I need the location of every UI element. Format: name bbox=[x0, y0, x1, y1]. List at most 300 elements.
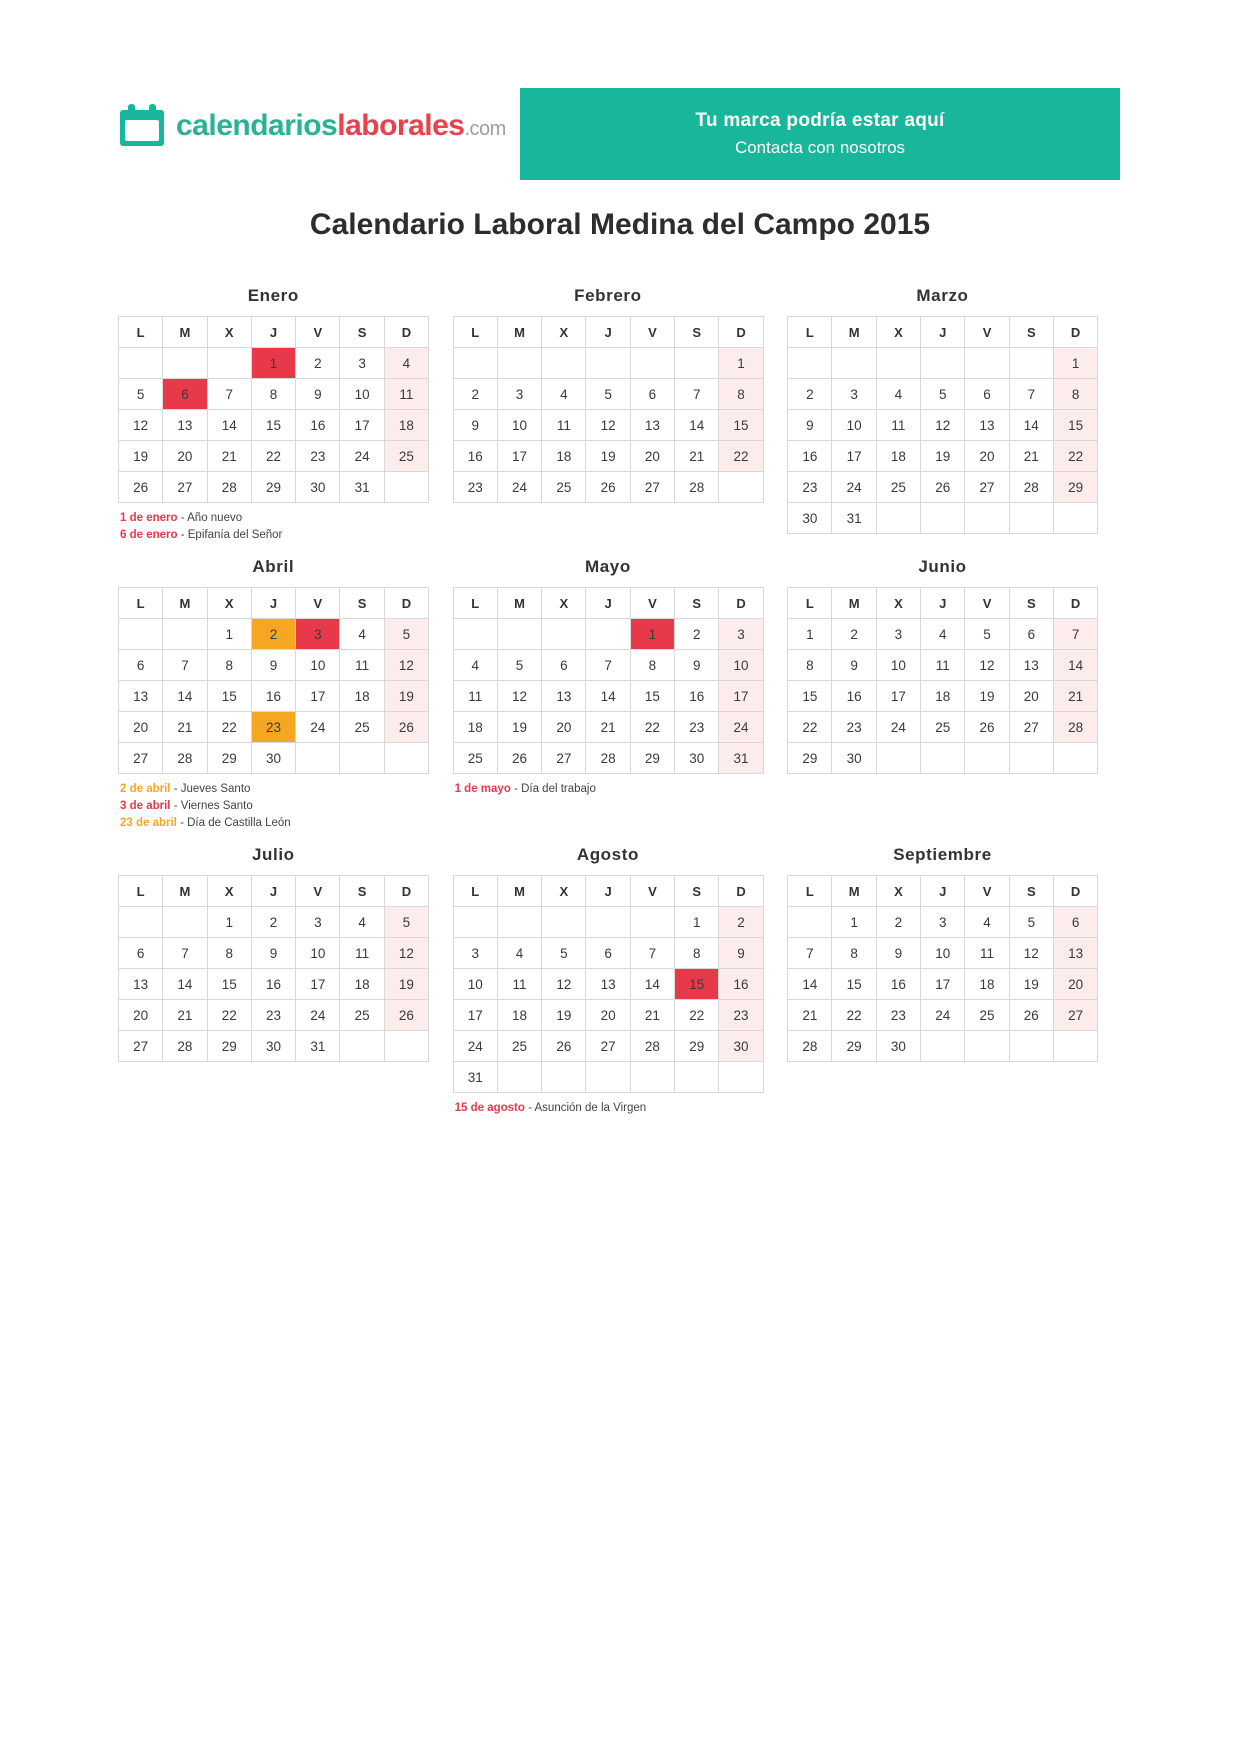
day-cell[interactable]: 17 bbox=[453, 1000, 497, 1031]
day-cell[interactable]: 26 bbox=[921, 472, 965, 503]
day-cell[interactable]: 18 bbox=[965, 969, 1009, 1000]
day-cell[interactable]: 3 bbox=[497, 379, 541, 410]
day-cell[interactable]: 5 bbox=[1009, 907, 1053, 938]
day-cell[interactable]: 24 bbox=[296, 712, 340, 743]
day-cell[interactable]: 18 bbox=[497, 1000, 541, 1031]
day-cell[interactable]: 7 bbox=[163, 938, 207, 969]
day-cell[interactable]: 25 bbox=[876, 472, 920, 503]
day-cell[interactable]: 25 bbox=[921, 712, 965, 743]
day-cell[interactable]: 22 bbox=[832, 1000, 876, 1031]
day-cell[interactable]: 18 bbox=[876, 441, 920, 472]
day-cell[interactable]: 7 bbox=[675, 379, 719, 410]
day-cell[interactable]: 23 bbox=[251, 1000, 295, 1031]
day-cell[interactable]: 25 bbox=[542, 472, 586, 503]
day-cell[interactable]: 19 bbox=[1009, 969, 1053, 1000]
empty-cell bbox=[719, 1062, 763, 1093]
day-cell[interactable]: 13 bbox=[119, 681, 163, 712]
day-cell[interactable]: 26 bbox=[965, 712, 1009, 743]
day-cell[interactable]: 21 bbox=[1053, 681, 1097, 712]
page-header bbox=[0, 88, 1240, 180]
day-cell[interactable]: 8 bbox=[675, 938, 719, 969]
day-cell[interactable]: 3 bbox=[832, 379, 876, 410]
day-cell[interactable]: 10 bbox=[719, 650, 763, 681]
day-cell[interactable]: 26 bbox=[586, 472, 630, 503]
day-cell[interactable]: 30 bbox=[251, 743, 295, 774]
week-row bbox=[788, 938, 1098, 969]
day-cell[interactable]: 26 bbox=[119, 472, 163, 503]
day-cell[interactable]: 18 bbox=[453, 712, 497, 743]
day-cell[interactable]: 14 bbox=[207, 410, 251, 441]
day-cell[interactable]: 20 bbox=[1053, 969, 1097, 1000]
day-cell[interactable]: 20 bbox=[119, 712, 163, 743]
empty-cell bbox=[1009, 743, 1053, 774]
day-cell[interactable]: 12 bbox=[965, 650, 1009, 681]
day-cell[interactable]: 12 bbox=[1009, 938, 1053, 969]
day-cell[interactable]: 24 bbox=[497, 472, 541, 503]
month-block bbox=[118, 845, 453, 1117]
day-cell[interactable]: 5 bbox=[586, 379, 630, 410]
day-cell[interactable]: 30 bbox=[719, 1031, 763, 1062]
day-cell[interactable]: 7 bbox=[586, 650, 630, 681]
day-cell[interactable]: 19 bbox=[921, 441, 965, 472]
day-cell[interactable]: 1 bbox=[1053, 348, 1097, 379]
day-cell[interactable]: 22 bbox=[788, 712, 832, 743]
day-cell[interactable]: 29 bbox=[207, 1031, 251, 1062]
day-cell[interactable]: 31 bbox=[832, 503, 876, 534]
holiday-note-date: 15 de agosto bbox=[454, 1102, 525, 1115]
day-cell[interactable]: 15 bbox=[251, 410, 295, 441]
day-cell[interactable]: 8 bbox=[719, 379, 763, 410]
day-cell[interactable]: 29 bbox=[1053, 472, 1097, 503]
day-cell[interactable]: 30 bbox=[788, 503, 832, 534]
day-cell[interactable]: 30 bbox=[832, 743, 876, 774]
day-cell[interactable]: 23 bbox=[675, 712, 719, 743]
month-name: Agosto bbox=[576, 845, 639, 865]
day-cell[interactable]: 27 bbox=[630, 472, 674, 503]
day-cell[interactable]: 30 bbox=[876, 1031, 920, 1062]
day-cell[interactable]: 25 bbox=[453, 743, 497, 774]
day-cell[interactable]: 7 bbox=[788, 938, 832, 969]
day-cell[interactable]: 4 bbox=[542, 379, 586, 410]
day-cell[interactable]: 5 bbox=[965, 619, 1009, 650]
day-cell[interactable]: 3 bbox=[296, 907, 340, 938]
day-cell[interactable]: 4 bbox=[921, 619, 965, 650]
day-cell[interactable]: 1 bbox=[675, 907, 719, 938]
day-cell[interactable]: 7 bbox=[207, 379, 251, 410]
day-cell[interactable]: 14 bbox=[163, 969, 207, 1000]
week-row bbox=[453, 410, 763, 441]
day-cell[interactable]: 28 bbox=[163, 743, 207, 774]
day-cell[interactable]: 5 bbox=[542, 938, 586, 969]
day-cell[interactable]: 16 bbox=[251, 681, 295, 712]
day-cell[interactable]: 7 bbox=[1009, 379, 1053, 410]
week-row bbox=[453, 1062, 763, 1093]
day-cell[interactable]: 1 bbox=[719, 348, 763, 379]
weekday-header: S bbox=[1009, 588, 1053, 619]
day-cell[interactable]: 11 bbox=[340, 650, 384, 681]
holiday-note-date: 3 de abril bbox=[120, 800, 171, 813]
day-cell[interactable]: 16 bbox=[788, 441, 832, 472]
week-row bbox=[453, 938, 763, 969]
day-cell[interactable]: 3 bbox=[453, 938, 497, 969]
holiday-note-date: 1 de mayo bbox=[454, 783, 511, 796]
day-cell[interactable]: 27 bbox=[163, 472, 207, 503]
day-cell[interactable]: 26 bbox=[497, 743, 541, 774]
day-cell[interactable]: 6 bbox=[119, 650, 163, 681]
day-cell[interactable]: 9 bbox=[788, 410, 832, 441]
day-cell[interactable]: 14 bbox=[586, 681, 630, 712]
day-cell[interactable]: 27 bbox=[119, 743, 163, 774]
day-cell[interactable]: 23 bbox=[251, 712, 295, 743]
day-cell[interactable]: 26 bbox=[384, 1000, 428, 1031]
day-cell[interactable]: 8 bbox=[788, 650, 832, 681]
day-cell[interactable]: 25 bbox=[340, 1000, 384, 1031]
day-cell[interactable]: 28 bbox=[675, 472, 719, 503]
day-cell[interactable]: 6 bbox=[542, 650, 586, 681]
day-cell[interactable]: 29 bbox=[251, 472, 295, 503]
day-cell[interactable]: 28 bbox=[207, 472, 251, 503]
day-cell[interactable]: 24 bbox=[453, 1031, 497, 1062]
ad-banner[interactable] bbox=[520, 88, 1120, 180]
day-cell[interactable]: 15 bbox=[207, 969, 251, 1000]
day-cell[interactable]: 21 bbox=[675, 441, 719, 472]
weekday-header: D bbox=[719, 876, 763, 907]
day-cell[interactable]: 3 bbox=[296, 619, 340, 650]
day-cell[interactable]: 13 bbox=[163, 410, 207, 441]
day-cell[interactable]: 10 bbox=[497, 410, 541, 441]
day-cell[interactable]: 17 bbox=[719, 681, 763, 712]
day-cell[interactable]: 5 bbox=[384, 619, 428, 650]
day-cell[interactable]: 11 bbox=[340, 938, 384, 969]
day-cell[interactable]: 9 bbox=[251, 650, 295, 681]
day-cell[interactable]: 24 bbox=[296, 1000, 340, 1031]
day-cell[interactable]: 18 bbox=[340, 681, 384, 712]
holiday-notes bbox=[118, 781, 429, 831]
day-cell[interactable]: 27 bbox=[586, 1031, 630, 1062]
day-cell[interactable]: 30 bbox=[675, 743, 719, 774]
day-cell[interactable]: 22 bbox=[675, 1000, 719, 1031]
day-cell[interactable]: 30 bbox=[296, 472, 340, 503]
day-cell[interactable]: 16 bbox=[876, 969, 920, 1000]
day-cell[interactable]: 7 bbox=[163, 650, 207, 681]
day-cell[interactable]: 31 bbox=[296, 1031, 340, 1062]
day-cell[interactable]: 4 bbox=[965, 907, 1009, 938]
day-cell[interactable]: 11 bbox=[384, 379, 428, 410]
empty-cell bbox=[965, 1031, 1009, 1062]
day-cell[interactable]: 9 bbox=[832, 650, 876, 681]
day-cell[interactable]: 23 bbox=[832, 712, 876, 743]
day-cell[interactable]: 15 bbox=[832, 969, 876, 1000]
day-cell[interactable]: 2 bbox=[251, 907, 295, 938]
day-cell[interactable]: 2 bbox=[675, 619, 719, 650]
day-cell[interactable]: 19 bbox=[384, 681, 428, 712]
day-cell[interactable]: 1 bbox=[630, 619, 674, 650]
day-cell[interactable]: 20 bbox=[542, 712, 586, 743]
day-cell[interactable]: 12 bbox=[384, 650, 428, 681]
day-cell[interactable]: 25 bbox=[965, 1000, 1009, 1031]
day-cell[interactable]: 28 bbox=[1053, 712, 1097, 743]
day-cell[interactable]: 15 bbox=[719, 410, 763, 441]
day-cell[interactable]: 19 bbox=[497, 712, 541, 743]
day-cell[interactable]: 12 bbox=[542, 969, 586, 1000]
day-cell[interactable]: 28 bbox=[788, 1031, 832, 1062]
day-cell[interactable]: 19 bbox=[586, 441, 630, 472]
day-cell[interactable]: 16 bbox=[719, 969, 763, 1000]
day-cell[interactable]: 26 bbox=[1009, 1000, 1053, 1031]
day-cell[interactable]: 11 bbox=[876, 410, 920, 441]
day-cell[interactable]: 6 bbox=[586, 938, 630, 969]
day-cell[interactable]: 24 bbox=[876, 712, 920, 743]
day-cell[interactable]: 21 bbox=[586, 712, 630, 743]
day-cell[interactable]: 4 bbox=[876, 379, 920, 410]
day-cell[interactable]: 19 bbox=[119, 441, 163, 472]
day-cell[interactable]: 27 bbox=[1009, 712, 1053, 743]
day-cell[interactable]: 28 bbox=[630, 1031, 674, 1062]
day-cell[interactable]: 6 bbox=[630, 379, 674, 410]
day-cell[interactable]: 5 bbox=[921, 379, 965, 410]
day-cell[interactable]: 17 bbox=[832, 441, 876, 472]
day-cell[interactable]: 6 bbox=[1009, 619, 1053, 650]
day-cell[interactable]: 10 bbox=[876, 650, 920, 681]
day-cell[interactable]: 1 bbox=[251, 348, 295, 379]
day-cell[interactable]: 13 bbox=[542, 681, 586, 712]
day-cell[interactable]: 21 bbox=[163, 712, 207, 743]
day-cell[interactable]: 11 bbox=[497, 969, 541, 1000]
day-cell[interactable]: 23 bbox=[788, 472, 832, 503]
day-cell[interactable]: 21 bbox=[788, 1000, 832, 1031]
day-cell[interactable]: 2 bbox=[251, 619, 295, 650]
empty-cell bbox=[340, 1031, 384, 1062]
day-cell[interactable]: 6 bbox=[163, 379, 207, 410]
day-cell[interactable]: 23 bbox=[719, 1000, 763, 1031]
day-cell[interactable]: 9 bbox=[296, 379, 340, 410]
day-cell[interactable]: 25 bbox=[384, 441, 428, 472]
day-cell[interactable]: 2 bbox=[788, 379, 832, 410]
day-cell[interactable]: 16 bbox=[296, 410, 340, 441]
day-cell[interactable]: 27 bbox=[542, 743, 586, 774]
day-cell[interactable]: 7 bbox=[630, 938, 674, 969]
day-cell[interactable]: 23 bbox=[453, 472, 497, 503]
day-cell[interactable]: 16 bbox=[453, 441, 497, 472]
day-cell[interactable]: 3 bbox=[719, 619, 763, 650]
day-cell[interactable]: 11 bbox=[921, 650, 965, 681]
day-cell[interactable]: 13 bbox=[1053, 938, 1097, 969]
day-cell[interactable]: 10 bbox=[296, 650, 340, 681]
day-cell[interactable]: 14 bbox=[675, 410, 719, 441]
day-cell[interactable]: 18 bbox=[542, 441, 586, 472]
day-cell[interactable]: 18 bbox=[340, 969, 384, 1000]
day-cell[interactable]: 5 bbox=[119, 379, 163, 410]
day-cell[interactable]: 22 bbox=[1053, 441, 1097, 472]
day-cell[interactable]: 20 bbox=[965, 441, 1009, 472]
day-cell[interactable]: 2 bbox=[453, 379, 497, 410]
day-cell[interactable]: 4 bbox=[497, 938, 541, 969]
day-cell[interactable]: 18 bbox=[384, 410, 428, 441]
day-cell[interactable]: 14 bbox=[1009, 410, 1053, 441]
day-cell[interactable]: 29 bbox=[788, 743, 832, 774]
day-cell[interactable]: 28 bbox=[586, 743, 630, 774]
day-cell[interactable]: 21 bbox=[207, 441, 251, 472]
day-cell[interactable]: 5 bbox=[497, 650, 541, 681]
day-cell[interactable]: 12 bbox=[384, 938, 428, 969]
day-cell[interactable]: 13 bbox=[965, 410, 1009, 441]
day-cell[interactable]: 1 bbox=[832, 907, 876, 938]
day-cell[interactable]: 20 bbox=[119, 1000, 163, 1031]
day-cell[interactable]: 31 bbox=[453, 1062, 497, 1093]
day-cell[interactable]: 10 bbox=[340, 379, 384, 410]
day-cell[interactable]: 22 bbox=[251, 441, 295, 472]
day-cell[interactable]: 22 bbox=[207, 1000, 251, 1031]
day-cell[interactable]: 2 bbox=[832, 619, 876, 650]
day-cell[interactable]: 17 bbox=[921, 969, 965, 1000]
day-cell[interactable]: 22 bbox=[719, 441, 763, 472]
day-cell[interactable]: 23 bbox=[296, 441, 340, 472]
day-cell[interactable]: 3 bbox=[876, 619, 920, 650]
day-cell[interactable]: 31 bbox=[340, 472, 384, 503]
empty-cell bbox=[965, 348, 1009, 379]
day-cell[interactable]: 9 bbox=[675, 650, 719, 681]
day-cell[interactable]: 17 bbox=[340, 410, 384, 441]
day-cell[interactable]: 28 bbox=[1009, 472, 1053, 503]
month-table bbox=[453, 875, 764, 1093]
day-cell[interactable]: 17 bbox=[296, 681, 340, 712]
day-cell[interactable]: 12 bbox=[921, 410, 965, 441]
day-cell[interactable]: 12 bbox=[119, 410, 163, 441]
weekday-header: J bbox=[921, 876, 965, 907]
day-cell[interactable]: 1 bbox=[788, 619, 832, 650]
day-cell[interactable]: 3 bbox=[921, 907, 965, 938]
day-cell[interactable]: 6 bbox=[965, 379, 1009, 410]
day-cell[interactable]: 20 bbox=[163, 441, 207, 472]
day-cell[interactable]: 13 bbox=[630, 410, 674, 441]
day-cell[interactable]: 11 bbox=[542, 410, 586, 441]
day-cell[interactable]: 9 bbox=[453, 410, 497, 441]
day-cell[interactable]: 21 bbox=[630, 1000, 674, 1031]
day-cell[interactable]: 4 bbox=[384, 348, 428, 379]
day-cell[interactable]: 14 bbox=[630, 969, 674, 1000]
day-cell[interactable]: 19 bbox=[542, 1000, 586, 1031]
day-cell[interactable]: 25 bbox=[497, 1031, 541, 1062]
day-cell[interactable]: 14 bbox=[788, 969, 832, 1000]
day-cell[interactable]: 7 bbox=[1053, 619, 1097, 650]
day-cell[interactable]: 22 bbox=[630, 712, 674, 743]
day-cell[interactable]: 6 bbox=[1053, 907, 1097, 938]
day-cell[interactable]: 11 bbox=[453, 681, 497, 712]
day-cell[interactable]: 14 bbox=[1053, 650, 1097, 681]
day-cell[interactable]: 12 bbox=[586, 410, 630, 441]
empty-cell bbox=[497, 348, 541, 379]
day-cell[interactable]: 17 bbox=[876, 681, 920, 712]
day-cell[interactable]: 22 bbox=[207, 712, 251, 743]
day-cell[interactable]: 6 bbox=[119, 938, 163, 969]
day-cell[interactable]: 10 bbox=[453, 969, 497, 1000]
day-cell[interactable]: 31 bbox=[719, 743, 763, 774]
day-cell[interactable]: 8 bbox=[832, 938, 876, 969]
day-cell[interactable]: 18 bbox=[921, 681, 965, 712]
day-cell[interactable]: 8 bbox=[207, 938, 251, 969]
day-cell[interactable]: 28 bbox=[163, 1031, 207, 1062]
day-cell[interactable]: 1 bbox=[207, 619, 251, 650]
day-cell[interactable]: 17 bbox=[497, 441, 541, 472]
day-cell[interactable]: 2 bbox=[876, 907, 920, 938]
day-cell[interactable]: 4 bbox=[453, 650, 497, 681]
day-cell[interactable]: 4 bbox=[340, 907, 384, 938]
day-cell[interactable]: 13 bbox=[1009, 650, 1053, 681]
day-cell[interactable]: 25 bbox=[340, 712, 384, 743]
day-cell[interactable]: 19 bbox=[965, 681, 1009, 712]
day-cell[interactable]: 16 bbox=[832, 681, 876, 712]
day-cell[interactable]: 16 bbox=[251, 969, 295, 1000]
weekday-header: L bbox=[788, 588, 832, 619]
holiday-note bbox=[120, 815, 429, 832]
day-cell[interactable]: 15 bbox=[675, 969, 719, 1000]
day-cell[interactable]: 8 bbox=[207, 650, 251, 681]
day-cell[interactable]: 4 bbox=[340, 619, 384, 650]
day-cell[interactable]: 15 bbox=[207, 681, 251, 712]
day-cell[interactable]: 8 bbox=[630, 650, 674, 681]
day-cell[interactable]: 29 bbox=[675, 1031, 719, 1062]
day-cell[interactable]: 20 bbox=[630, 441, 674, 472]
weekday-header: S bbox=[1009, 317, 1053, 348]
day-cell[interactable]: 29 bbox=[207, 743, 251, 774]
day-cell[interactable]: 12 bbox=[497, 681, 541, 712]
day-cell[interactable]: 10 bbox=[832, 410, 876, 441]
day-cell[interactable]: 21 bbox=[1009, 441, 1053, 472]
day-cell[interactable]: 13 bbox=[119, 969, 163, 1000]
day-cell[interactable]: 27 bbox=[1053, 1000, 1097, 1031]
day-cell[interactable]: 17 bbox=[296, 969, 340, 1000]
holiday-note bbox=[120, 527, 429, 544]
day-cell[interactable]: 2 bbox=[296, 348, 340, 379]
day-cell[interactable]: 9 bbox=[251, 938, 295, 969]
day-cell[interactable]: 26 bbox=[542, 1031, 586, 1062]
day-cell[interactable]: 27 bbox=[119, 1031, 163, 1062]
day-cell[interactable]: 29 bbox=[832, 1031, 876, 1062]
day-cell[interactable]: 20 bbox=[1009, 681, 1053, 712]
day-cell[interactable]: 24 bbox=[832, 472, 876, 503]
day-cell[interactable]: 14 bbox=[163, 681, 207, 712]
day-cell[interactable]: 13 bbox=[586, 969, 630, 1000]
day-cell[interactable]: 9 bbox=[719, 938, 763, 969]
day-cell[interactable]: 3 bbox=[340, 348, 384, 379]
day-cell[interactable]: 16 bbox=[675, 681, 719, 712]
day-cell[interactable]: 10 bbox=[921, 938, 965, 969]
site-logo[interactable] bbox=[118, 102, 506, 150]
day-cell[interactable]: 2 bbox=[719, 907, 763, 938]
day-cell[interactable]: 29 bbox=[630, 743, 674, 774]
day-cell[interactable]: 11 bbox=[965, 938, 1009, 969]
day-cell[interactable]: 26 bbox=[384, 712, 428, 743]
day-cell[interactable]: 30 bbox=[251, 1031, 295, 1062]
day-cell[interactable]: 15 bbox=[1053, 410, 1097, 441]
day-cell[interactable]: 24 bbox=[719, 712, 763, 743]
day-cell[interactable]: 20 bbox=[586, 1000, 630, 1031]
day-cell[interactable]: 23 bbox=[876, 1000, 920, 1031]
day-cell[interactable]: 15 bbox=[630, 681, 674, 712]
day-cell[interactable]: 8 bbox=[1053, 379, 1097, 410]
day-cell[interactable]: 15 bbox=[788, 681, 832, 712]
day-cell[interactable]: 1 bbox=[207, 907, 251, 938]
day-cell[interactable]: 8 bbox=[251, 379, 295, 410]
day-cell[interactable]: 10 bbox=[296, 938, 340, 969]
day-cell[interactable]: 5 bbox=[384, 907, 428, 938]
day-cell[interactable]: 19 bbox=[384, 969, 428, 1000]
day-cell[interactable]: 21 bbox=[163, 1000, 207, 1031]
day-cell[interactable]: 24 bbox=[921, 1000, 965, 1031]
day-cell[interactable]: 27 bbox=[965, 472, 1009, 503]
day-cell[interactable]: 9 bbox=[876, 938, 920, 969]
day-cell[interactable]: 24 bbox=[340, 441, 384, 472]
